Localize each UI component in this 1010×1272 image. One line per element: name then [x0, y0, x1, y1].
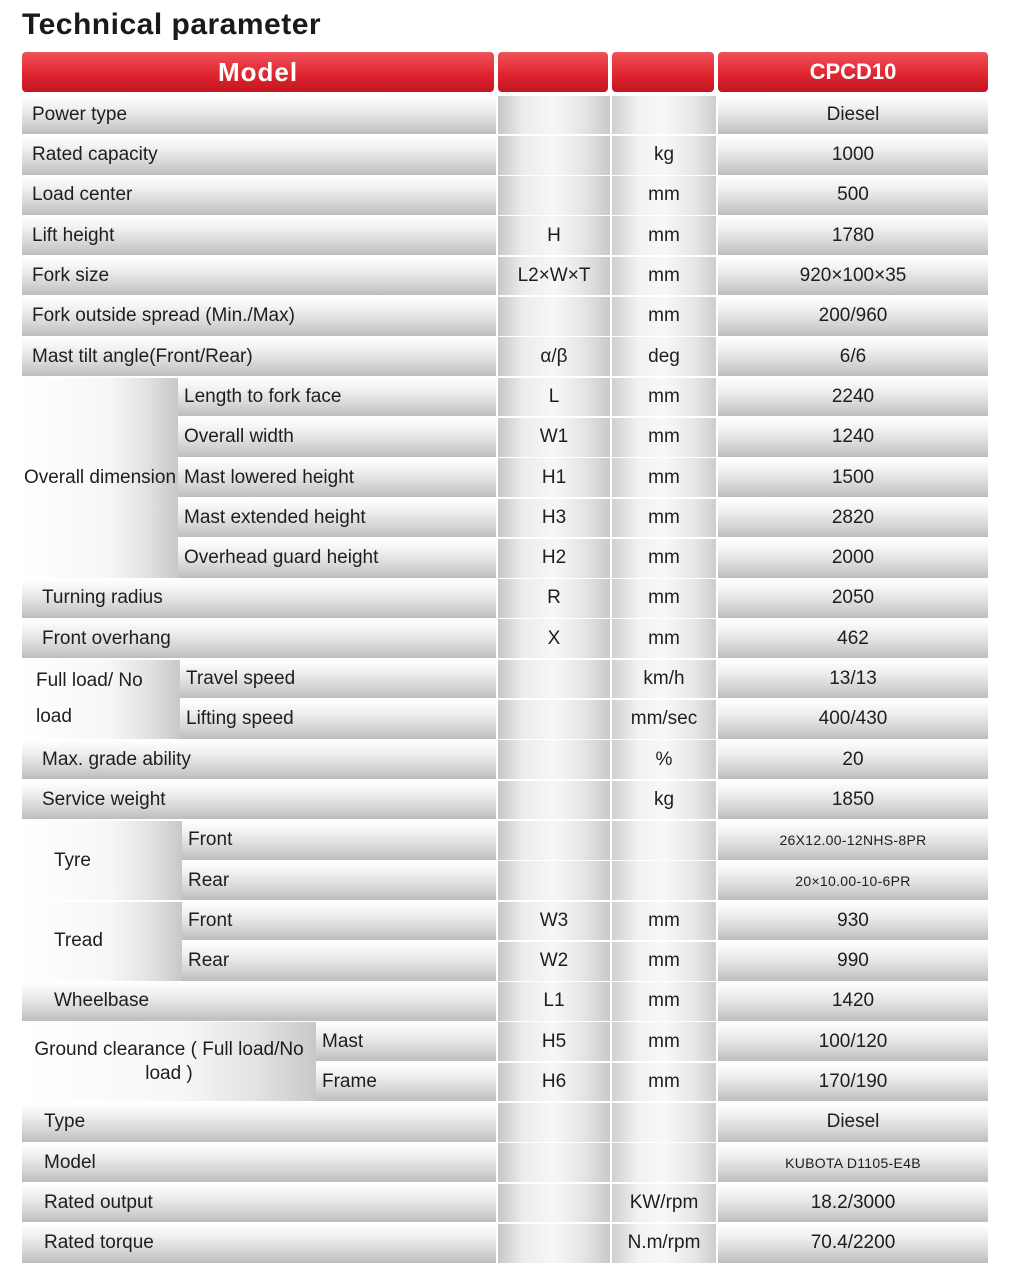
row-symbol	[498, 1184, 610, 1223]
row-unit: mm	[612, 902, 716, 941]
row-label: Rated output	[22, 1184, 496, 1223]
row-unit: N.m/rpm	[612, 1224, 716, 1263]
row-value: 1240	[718, 418, 988, 457]
group-label-cell: Tyre	[22, 821, 182, 900]
row-value: 18.2/3000	[718, 1184, 988, 1223]
row-label: Wheelbase	[22, 982, 496, 1021]
row-symbol	[498, 297, 610, 336]
row-unit: mm/sec	[612, 700, 716, 739]
row-label: Max. grade ability	[22, 740, 496, 779]
row-value: 920×100×35	[718, 257, 988, 296]
row-symbol: L1	[498, 982, 610, 1021]
row-value: 70.4/2200	[718, 1224, 988, 1263]
row-label: Fork size	[22, 257, 496, 296]
row-symbol: L2×W×T	[498, 257, 610, 296]
row-unit: KW/rpm	[612, 1184, 716, 1223]
row-unit: mm	[612, 619, 716, 658]
row-value: 990	[718, 942, 988, 981]
row-unit: mm	[612, 579, 716, 618]
row-label: Rear	[182, 861, 496, 900]
row-symbol: H2	[498, 539, 610, 578]
row-symbol: H1	[498, 458, 610, 497]
row-value: 1500	[718, 458, 988, 497]
row-label: Turning radius	[22, 579, 496, 618]
row-value: 500	[718, 176, 988, 215]
row-label: Length to fork face	[178, 378, 496, 417]
row-unit: mm	[612, 1063, 716, 1102]
row-unit: kg	[612, 136, 716, 175]
row-symbol: α/β	[498, 337, 610, 376]
row-unit: mm	[612, 499, 716, 538]
row-unit: mm	[612, 942, 716, 981]
row-symbol	[498, 96, 610, 135]
group-label-cell: Tread	[22, 902, 182, 981]
row-value: 2050	[718, 579, 988, 618]
row-unit: mm	[612, 1022, 716, 1061]
row-value: 930	[718, 902, 988, 941]
row-label: Power type	[22, 96, 496, 135]
row-label: Travel speed	[180, 660, 496, 699]
row-symbol	[498, 660, 610, 699]
row-unit	[612, 861, 716, 900]
row-value: 170/190	[718, 1063, 988, 1102]
row-unit	[612, 821, 716, 860]
row-symbol	[498, 136, 610, 175]
row-symbol: H3	[498, 499, 610, 538]
row-label: Fork outside spread (Min./Max)	[22, 297, 496, 336]
row-label: Rated torque	[22, 1224, 496, 1263]
row-label: Rated capacity	[22, 136, 496, 175]
row-symbol: R	[498, 579, 610, 618]
row-symbol	[498, 176, 610, 215]
row-symbol: H6	[498, 1063, 610, 1102]
row-unit: deg	[612, 337, 716, 376]
row-label: Overhead guard height	[178, 539, 496, 578]
row-symbol: H	[498, 216, 610, 255]
row-unit: mm	[612, 176, 716, 215]
group-label-cell: Overall dimension	[22, 378, 178, 578]
row-value: 2000	[718, 539, 988, 578]
row-label: Front	[182, 902, 496, 941]
row-label: Load center	[22, 176, 496, 215]
row-label: Mast tilt angle(Front/Rear)	[22, 337, 496, 376]
row-label: Lifting speed	[180, 700, 496, 739]
row-unit	[612, 96, 716, 135]
row-unit: kg	[612, 781, 716, 820]
header-model-label: Model	[22, 52, 494, 92]
row-symbol: W2	[498, 942, 610, 981]
row-label: Mast extended height	[178, 499, 496, 538]
row-label: Frame	[316, 1063, 496, 1102]
row-unit	[612, 1103, 716, 1142]
row-value: 2820	[718, 499, 988, 538]
row-value: 20	[718, 740, 988, 779]
row-label: Mast	[316, 1022, 496, 1061]
row-unit: mm	[612, 539, 716, 578]
row-value: 1420	[718, 982, 988, 1021]
row-symbol: X	[498, 619, 610, 658]
row-value: 400/430	[718, 700, 988, 739]
row-label: Rear	[182, 942, 496, 981]
group-label-cell: Ground clearance ( Full load/No load )	[22, 1022, 316, 1101]
row-value: 13/13	[718, 660, 988, 699]
row-value: 200/960	[718, 297, 988, 336]
row-label: Service weight	[22, 781, 496, 820]
row-symbol: W3	[498, 902, 610, 941]
row-value: 20×10.00-10-6PR	[718, 861, 988, 900]
row-unit: mm	[612, 418, 716, 457]
row-unit: km/h	[612, 660, 716, 699]
row-value: 6/6	[718, 337, 988, 376]
row-unit: mm	[612, 297, 716, 336]
row-label: Mast lowered height	[178, 458, 496, 497]
row-symbol: L	[498, 378, 610, 417]
row-value: 1000	[718, 136, 988, 175]
row-label: Front	[182, 821, 496, 860]
row-symbol	[498, 861, 610, 900]
row-symbol	[498, 700, 610, 739]
row-value: KUBOTA D1105-E4B	[718, 1143, 988, 1182]
row-unit: mm	[612, 982, 716, 1021]
row-symbol	[498, 781, 610, 820]
row-label: Type	[22, 1103, 496, 1142]
row-label: Model	[22, 1143, 496, 1182]
row-symbol: W1	[498, 418, 610, 457]
header-model-value: CPCD10	[718, 52, 988, 92]
row-symbol	[498, 1103, 610, 1142]
row-unit: %	[612, 740, 716, 779]
row-unit: mm	[612, 458, 716, 497]
page-title: Technical parameter	[22, 8, 322, 41]
row-symbol	[498, 1143, 610, 1182]
group-label-cell: Full load/ No load	[22, 660, 180, 739]
row-value: 1780	[718, 216, 988, 255]
row-label: Front overhang	[22, 619, 496, 658]
row-label: Lift height	[22, 216, 496, 255]
row-unit	[612, 1143, 716, 1182]
row-value: 26X12.00-12NHS-8PR	[718, 821, 988, 860]
row-value: 462	[718, 619, 988, 658]
row-symbol	[498, 740, 610, 779]
row-symbol	[498, 821, 610, 860]
row-unit: mm	[612, 378, 716, 417]
row-symbol: H5	[498, 1022, 610, 1061]
row-label: Overall width	[178, 418, 496, 457]
row-value: Diesel	[718, 96, 988, 135]
row-symbol	[498, 1224, 610, 1263]
row-value: 1850	[718, 781, 988, 820]
row-value: 2240	[718, 378, 988, 417]
row-value: Diesel	[718, 1103, 988, 1142]
row-value: 100/120	[718, 1022, 988, 1061]
row-unit: mm	[612, 216, 716, 255]
row-unit: mm	[612, 257, 716, 296]
